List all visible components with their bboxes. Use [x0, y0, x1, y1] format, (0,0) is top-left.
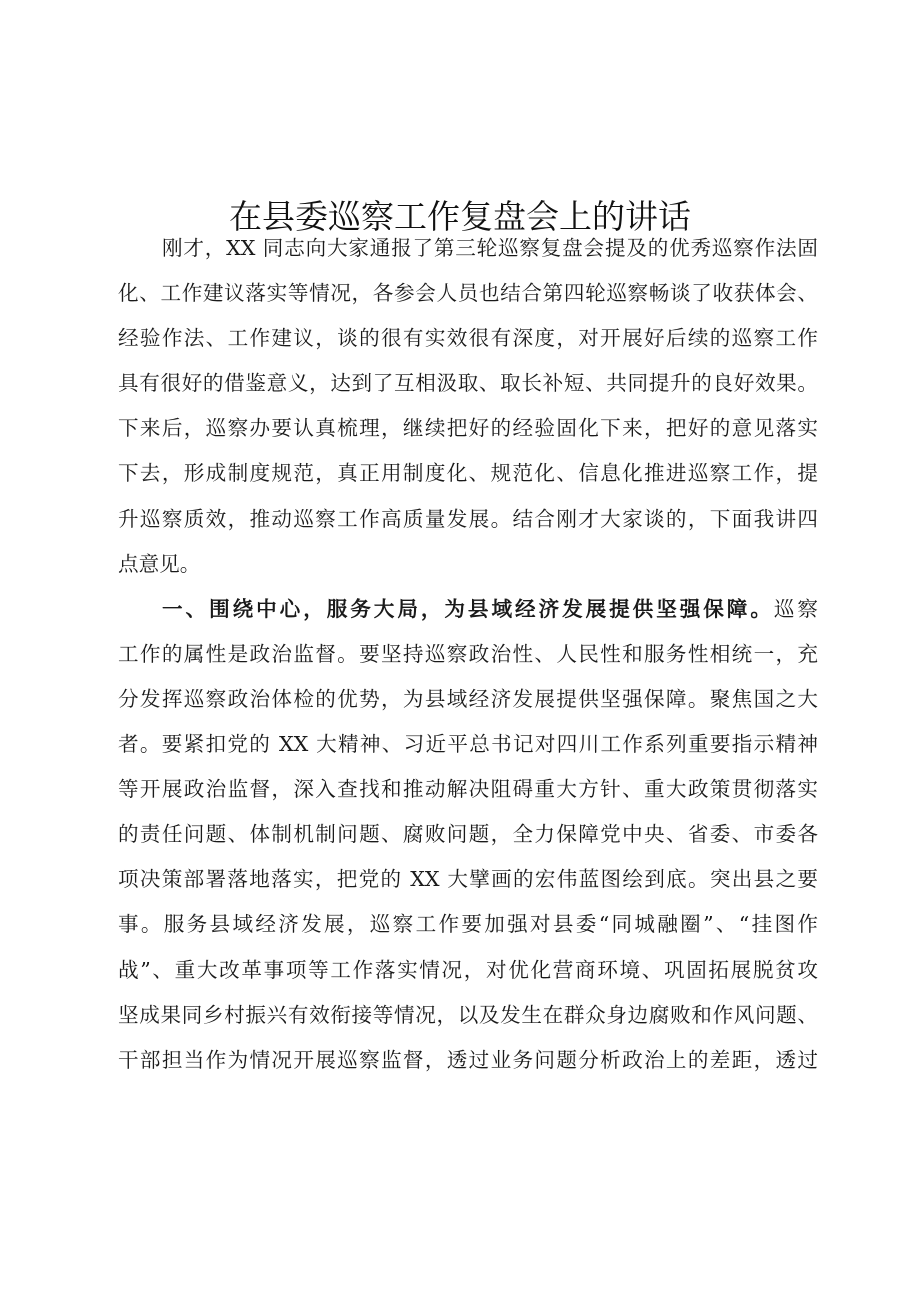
section-heading: 一、围绕中心，服务大局，为县域经济发展提供坚强保障。 [162, 596, 774, 621]
document-title: 在县委巡察工作复盘会上的讲话 [229, 197, 691, 237]
paragraph-line: 点意见。 [118, 551, 201, 576]
paragraph-line: 工作的属性是政治监督。要坚持巡察政治性、人民性和服务性相统一，充 [118, 641, 818, 666]
paragraph-line: 分发挥巡察政治体检的优势，为县域经济发展提供坚强保障。聚焦国之大 [118, 686, 818, 711]
paragraph-line: 者。要紧扣党的 XX 大精神、习近平总书记对四川工作系列重要指示精神 [118, 732, 818, 757]
paragraph-line: 干部担当作为情况开展巡察监督，透过业务问题分析政治上的差距，透过 [118, 1047, 818, 1072]
section-heading-line [118, 587, 818, 632]
paragraph-line: 战”、重大改革事项等工作落实情况，对优化营商环境、巩固拓展脱贫攻 [118, 957, 818, 982]
paragraph-line: 坚成果同乡村振兴有效衔接等情况，以及发生在群众身边腐败和作风问题、 [118, 1002, 818, 1027]
paragraph-line: 的责任问题、体制机制问题、腐败问题，全力保障党中央、省委、市委各 [118, 822, 818, 847]
paragraph-line: 升巡察质效，推动巡察工作高质量发展。结合刚才大家谈的，下面我讲四 [118, 506, 818, 531]
paragraph-line: 下来后，巡察办要认真梳理，继续把好的经验固化下来，把好的意见落实 [118, 416, 818, 441]
document-body [118, 226, 818, 1083]
section-heading-continuation: 巡察 [773, 596, 818, 621]
paragraph-line: 刚才，XX 同志向大家通报了第三轮巡察复盘会提及的优秀巡察作法固 [162, 236, 818, 260]
paragraph-line: 具有很好的借鉴意义，达到了互相汲取、取长补短、共同提升的良好效果。 [118, 371, 818, 396]
paragraph-line: 项决策部署落地落实，把党的 XX 大擘画的宏伟蓝图绘到底。突出县之要 [118, 867, 818, 892]
paragraph-line: 经验作法、工作建议，谈的很有实效很有深度，对开展好后续的巡察工作 [118, 326, 818, 351]
paragraph-line: 事。服务县域经济发展，巡察工作要加强对县委“同城融圈”、“挂图作 [118, 912, 818, 937]
paragraph-line: 等开展政治监督，深入查找和推动解决阻碍重大方针、重大政策贯彻落实 [118, 777, 818, 802]
paragraph-line: 化、工作建议落实等情况，各参会人员也结合第四轮巡察畅谈了收获体会、 [118, 281, 818, 306]
paragraph-line: 下去，形成制度规范，真正用制度化、规范化、信息化推进巡察工作，提 [118, 461, 818, 486]
